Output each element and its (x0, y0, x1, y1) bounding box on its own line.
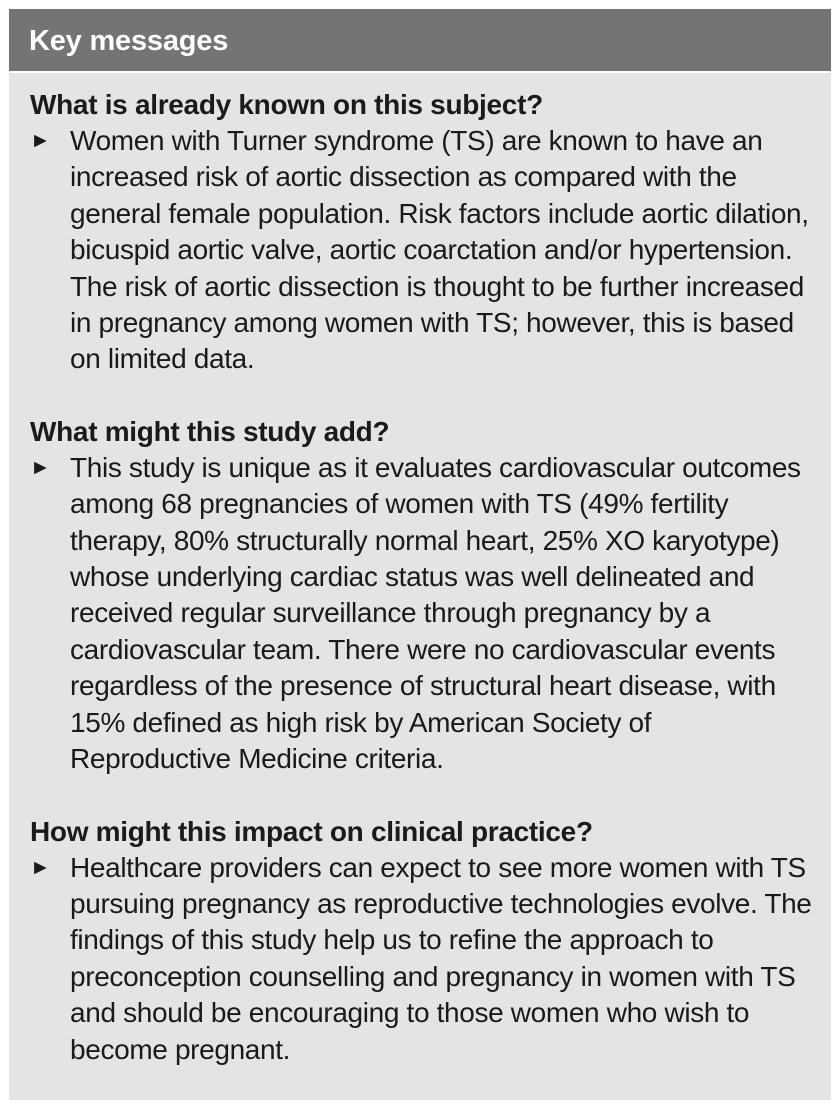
section-study-adds (30, 414, 813, 778)
arrow-bullet-icon: ► (30, 129, 51, 152)
section-heading: How might this impact on clinical practice? (30, 815, 593, 847)
bullet-item (30, 450, 813, 778)
bullet-text: Healthcare providers can expect to see more women with TS pursuing pregnancy as reproductive technologies evolve. The findings of this study help us to refine the approach to preconception counselling and pregnancy in women with TS and should be encouraging to those women who wish to become pregnant. (70, 851, 812, 1065)
key-messages-box (9, 9, 831, 1100)
section-heading: What is already known on this subject? (30, 89, 543, 120)
section-clinical-impact (30, 814, 813, 1068)
box-content (9, 73, 831, 1068)
arrow-bullet-icon: ► (30, 855, 51, 879)
bullet-text: This study is unique as it evaluates cardiovascular outcomes among 68 pregnancies of women with TS (49% fertility therapy, 80% structurally normal heart, 25% XO karyotype) whose underlying cardiac status was well delineated and received regular surveillance through pregnancy by a cardiovascular team. There were no cardiovascular events regardless of the presence of structural heart disease, with 15% defined as high risk by American Society of Reproductive Medicine criteria. (70, 451, 801, 775)
section-heading: What might this study add? (30, 415, 390, 447)
arrow-bullet-icon: ► (30, 455, 51, 479)
bullet-item (30, 850, 813, 1068)
box-title: Key messages (9, 9, 831, 73)
bullet-item (30, 123, 813, 378)
bullet-text: Women with Turner syndrome (TS) are known to have an increased risk of aortic dissection as compared with the general female population. Risk factors include aortic dilation, bicuspid aortic valve, aortic coarctation and/or hypertension. The risk of aortic dissection is thought to be further increased in pregnancy among women with TS; however, this is based on limited data. (70, 125, 809, 375)
section-known (30, 87, 813, 378)
